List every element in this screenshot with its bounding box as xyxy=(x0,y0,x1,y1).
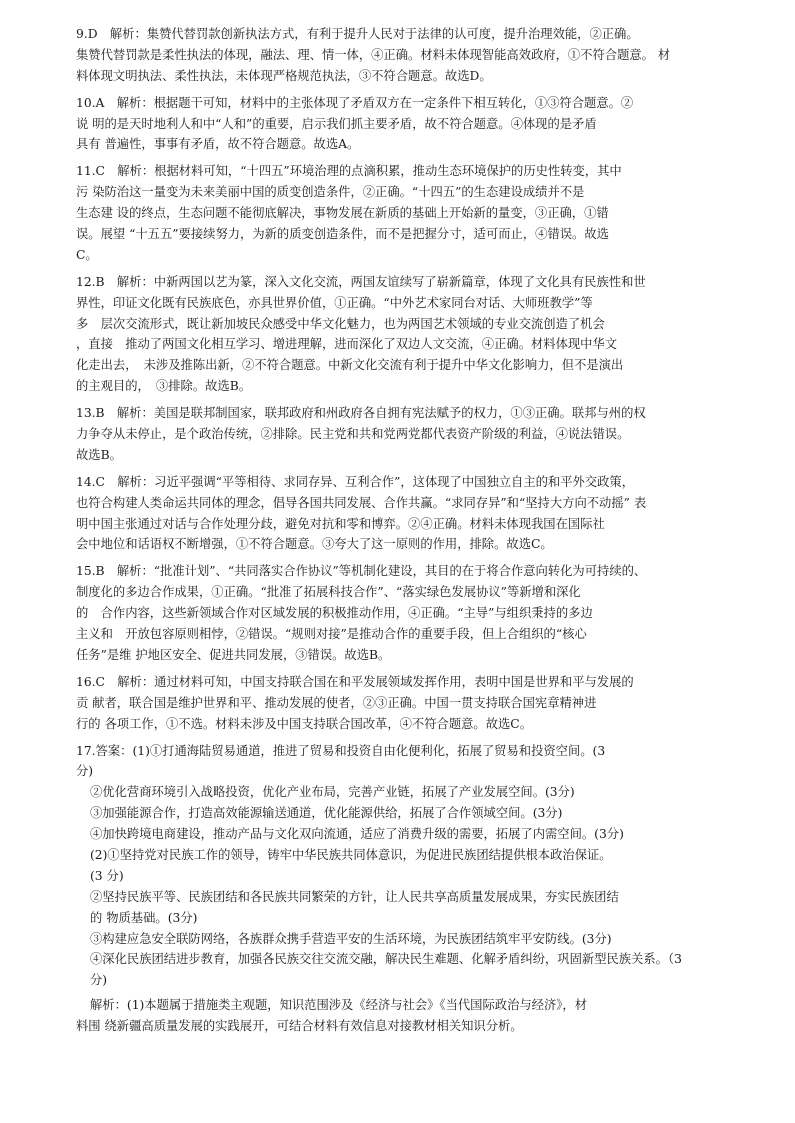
text-line: 的 物质基础。(3分) xyxy=(90,910,198,925)
text-line: 误。展望 “十五五”要接续努力，为新的质变创造条件，而不是把握分寸，适可而止，④错误。故选 xyxy=(76,227,609,242)
text-line: (3 分) xyxy=(90,868,124,883)
text-line: 16.C 解析：通过材料可知，中国支持联合国在和平发展领域发挥作用，表明中国是世界和平与发展的 xyxy=(76,674,634,689)
text-line: 界性，印证文化既有民族底色，亦具世界价值，①正确。“中外艺术家同台对话、大师班教学”等 xyxy=(76,295,593,310)
text-line: 解析：(1)本题属于措施类主观题，知识范围涉及《经济与社会》《当代国际政治与经济》，材 xyxy=(90,998,587,1013)
text-line: 的 合作内容，这些新领域合作对区域发展的积极推动作用，④正确。“主导”与组织秉持的多边 xyxy=(76,606,593,621)
text-line: 料围 绕新疆高质量发展的实践展开，可结合材料有效信息对接教材相关知识分析。 xyxy=(76,1019,523,1034)
text-line: 14.C 解析：习近平强调“平等相待、求同存异、互利合作”，这体现了中国独立自主的和平外交政策， xyxy=(76,474,635,489)
text-line: 10.A 解析：根据题干可知，材料中的主张体现了矛盾双方在一定条件下相互转化，①③符合题意。② xyxy=(76,95,634,110)
text-line: 也符合构建人类命运共同体的理念，倡导各国共同发展、合作共赢。“求同存异”和“坚持大方向不动摇” 表 xyxy=(76,495,647,510)
answer-block-q16 xyxy=(76,672,724,735)
text-line: 9.D 解析：集赞代替罚款创新执法方式，有利于提升人民对于法律的认可度，提升治理效能，②正确。 xyxy=(76,27,639,41)
text-line: ②坚持民族平等、民族团结和各民族共同繁荣的方针，让人民共享高质量发展成果，夯实民族团结 xyxy=(90,889,619,904)
text-line: ④深化民族团结进步教育，加强各民族交往交流交融，解决民生难题、化解矛盾纠纷，巩固新型民族关系。（3 xyxy=(90,952,682,967)
text-line: ③构建应急安全联防网络，各族群众携手营造平安的生活环境，为民族团结筑牢平安防线。(3分) xyxy=(90,931,612,946)
answer-block-q17 xyxy=(76,741,724,783)
text-line: 主义和 开放包容原则相悖，②错误。“规则对接”是推动合作的重要手段，但上合组织的“核心 xyxy=(76,627,587,642)
answer-block-note xyxy=(76,995,724,1037)
text-line: 故选B。 xyxy=(76,447,122,462)
text-line: 力争夺从未停止，是个政治传统，②排除。民主党和共和党两党都代表资产阶级的利益，④说法错误。 xyxy=(76,427,630,442)
answer-text xyxy=(76,24,724,1043)
text-line: 13.B 解析：美国是联邦制国家，联邦政府和州政府各自拥有宪法赋予的权力，①③正确。联邦与州的权 xyxy=(76,406,646,421)
text-line: 的主观目的， ③排除。故选B。 xyxy=(76,379,252,394)
text-line: 多 层次交流形式，既让新加坡民众感受中华文化魅力，也为两国艺术领域的专业交流创造了机会 xyxy=(76,316,605,331)
text-line: 料体现文明执法、柔性执法，未体现严格规范执法，③不符合题意。故选D。 xyxy=(76,68,492,83)
answer-block-q12 xyxy=(76,272,724,397)
answer-block-q13 xyxy=(76,403,724,466)
text-line: 17.答案：(1)①打通海陆贸易通道，推进了贸易和投资自由化便利化，拓展了贸易和投资空间。(3 xyxy=(76,743,606,758)
text-line: 具有 普遍性，事事有矛盾，故不符合题意。故选A。 xyxy=(76,137,360,152)
text-line: 生态建 设的终点，生态问题不能彻底解决，事物发展在新质的基础上开始新的量变，③正确，①错 xyxy=(76,206,609,221)
text-line: 化走出去， 未涉及推陈出新，②不符合题意。中新文化交流有利于提升中华文化影响力，但不是演出 xyxy=(76,358,624,373)
text-line: ②优化营商环境引入战略投资，优化产业布局，完善产业链，拓展了产业发展空间。(3分) xyxy=(90,785,575,800)
text-line: 说 明的是天时地利人和中“人和”的重要，启示我们抓主要矛盾，故不符合题意。④体现的是矛盾 xyxy=(76,116,597,131)
text-line: 制度化的多边合作成果，①正确。“批准了拓展科技合作”、“落实绿色发展协议”等新增和深化 xyxy=(76,585,581,600)
text-line: 贡 献者，联合国是维护世界和平、推动发展的使者，②③正确。中国一贯支持联合国宪章精神进 xyxy=(76,695,597,710)
text-line: 污 染防治这一量变为未来美丽中国的质变创造条件，②正确。“十四五”的生态建设成绩并不是 xyxy=(76,185,585,200)
text-line: ，直接 推动了两国文化相互学习、增进理解，进而深化了双边人文交流，④正确。材料体现中华文 xyxy=(76,337,618,352)
text-line: 会中地位和话语权不断增强，①不符合题意。③夸大了这一原则的作用，排除。故选C。 xyxy=(76,537,553,552)
text-line: (2)①坚持党对民族工作的领导，铸牢中华民族共同体意识，为促进民族团结提供根本政治保证。 xyxy=(90,847,612,862)
text-line: 集赞代替罚款是柔性执法的体现，融法、理、情一体，④正确。材料未体现智能高效政府，①不符合题意。 材 xyxy=(76,47,671,62)
text-line: 任务”是维 护地区安全、促进共同发展，③错误。故选B。 xyxy=(76,647,391,662)
answer-block-q14 xyxy=(76,472,724,556)
text-line: 15.B 解析：“批准计划”、“共同落实合作协议”等机制化建设，其目的在于将合作意向转化为可持续的、 xyxy=(76,564,647,579)
text-line: C。 xyxy=(76,247,98,262)
text-line: ④加快跨境电商建设，推动产品与文化双向流通，适应了消费升级的需要，拓展了内需空间。(3分) xyxy=(90,827,624,842)
text-line: ③加强能源合作，打造高效能源输送通道，优化能源供给，拓展了合作领域空间。(3分) xyxy=(90,806,563,821)
text-line: 行的 各项工作，①不选。材料未涉及中国支持联合国改革，④不符合题意。故选C。 xyxy=(76,716,533,731)
text-line: 11.C 解析：根据材料可知，“十四五”环境治理的点滴积累，推动生态环境保护的历史性转变，其中 xyxy=(76,164,622,179)
text-line: 分) xyxy=(90,973,108,988)
answer-block-q10 xyxy=(76,93,724,156)
answer-block-q15 xyxy=(76,561,724,665)
text-line: 12.B 解析：中新两国以艺为篆，深入文化交流，两国友谊续写了崭新篇章，体现了文化具有民族性和世 xyxy=(76,274,646,289)
answer-block-q11 xyxy=(76,161,724,265)
text-line: 明中国主张通过对话与合作处理分歧，避免对抗和零和博弈。②④正确。材料未体现我国在国际社 xyxy=(76,516,605,531)
answer-block-q17-sub xyxy=(76,782,724,991)
answer-block-q9 xyxy=(76,24,724,87)
text-line: 分) xyxy=(76,764,94,779)
